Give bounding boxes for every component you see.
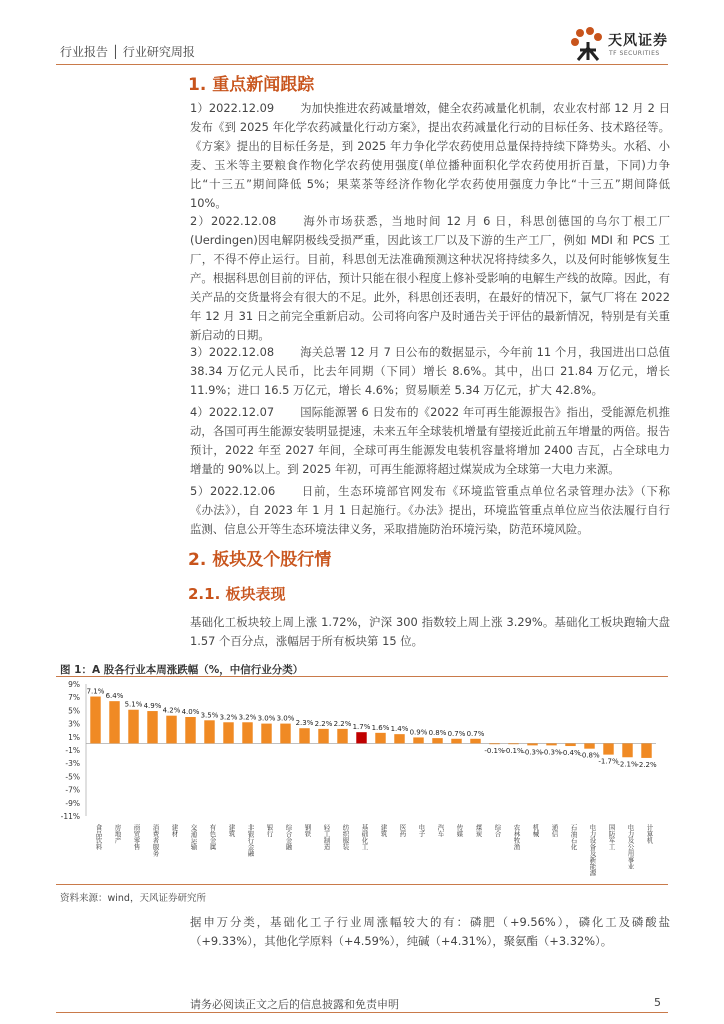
news-text: 海外市场获悉，当地时间 12 月 6 日，科思创德国的乌尔丁根工厂(Uerdingen)因电解阴极线受损严重，因此该工厂以及下游的生产工厂，例如 MDI 和 PCS 工厂，不得不停止运行。目前，科思创无法准确预测这种状况将持续多久，以及何时能够恢复生产。根据科思创目前的评估，预计只能在很小程度上修补受影响的电解生产线的故障。因此，有关产品的交货量将会有很大的不足。此外，科思创还表明，在最好的情况下，氯气厂将在 2022 年 12 月 31 日之前完全重新启动。公司将向客户及时通告关于评估的最新情况，特别是有关重新启动的日期。 — [190, 214, 670, 342]
category-label: 钢铁 — [303, 824, 312, 837]
bar — [128, 710, 138, 744]
category-label: 煤炭 — [474, 824, 483, 837]
bar — [261, 724, 271, 744]
bar-value-label: 1.4% — [390, 725, 409, 734]
y-tick-label: -11% — [60, 812, 80, 821]
bar-value-label: 0.7% — [466, 729, 485, 738]
bar-value-label: 7.1% — [86, 687, 105, 696]
category-label: 有色金属 — [208, 824, 217, 850]
bar-value-label: -2.2% — [636, 760, 657, 769]
category-label: 建材 — [170, 824, 179, 837]
bar-value-label: 3.2% — [219, 713, 238, 722]
bar-value-label: -2.1% — [617, 760, 638, 769]
news-item-2 — [190, 212, 670, 345]
bar — [109, 701, 119, 743]
category-label: 房地产 — [113, 824, 122, 844]
bar-value-label: 3.5% — [200, 711, 219, 720]
category-label: 通信 — [550, 824, 559, 837]
category-label: 机械 — [531, 824, 540, 837]
bar — [546, 743, 556, 745]
category-label: 农林牧渔 — [512, 824, 521, 850]
bar-value-label: 3.0% — [276, 714, 295, 723]
news-text: 为加快推进农药减量增效，健全农药减量化机制，农业农村部 12 月 2 日发布《到 2025 年化学农药减量化行动方案》，提出农药减量化行动的目标任务、技术路径等。《方案》提出的目标任务是，到 2025 年力争化学农药使用总量保持持续下降势头。水稻、小麦、玉米等主要粮食作物化学农药使用强度(单位播种面积化学农药使用折百量，下同)力争比“十三五”期间降低 5%；果菜茶等经济作物化学农药使用强度力争比“十三五”期间降低 10%。 — [190, 101, 670, 210]
bar-value-label: 1.6% — [371, 723, 390, 732]
news-text: 日前，生态环境部官网发布《环境监管重点单位名录管理办法》（下称《办法》），自 2023 年 1 月 1 日起施行。《办法》提出，环境监管重点单位应当依法履行自行监测、信息公开等生态环境法律义务，采取措施防治环境污染，防范环境风险。 — [190, 484, 670, 536]
bar — [242, 722, 252, 743]
bar-value-label: 3.2% — [238, 713, 257, 722]
bar-value-label: -0.1% — [503, 747, 524, 756]
section-title-market: 2. 板块及个股行情 — [188, 550, 332, 570]
bar-value-label: 0.9% — [409, 728, 428, 737]
bar — [470, 739, 480, 744]
bar-value-label: 4.0% — [181, 708, 200, 716]
category-label: 建筑 — [379, 824, 388, 837]
page-number: 5 — [654, 996, 661, 1009]
bar-value-label: 6.4% — [105, 692, 124, 701]
category-label: 建筑 — [227, 824, 236, 837]
subsection-title: 2.1. 板块表现 — [188, 585, 286, 603]
bar — [451, 739, 461, 744]
bar — [147, 711, 157, 743]
bar-value-label: 1.7% — [352, 723, 371, 732]
bar — [584, 743, 594, 748]
bar — [90, 697, 100, 744]
bar — [223, 722, 233, 743]
bar — [413, 737, 423, 743]
section-title-news: 1. 重点新闻跟踪 — [188, 75, 315, 95]
bar-value-label: -0.3% — [522, 748, 543, 757]
category-label: 基础化工 — [360, 824, 369, 850]
bar — [394, 734, 404, 743]
category-label: 纺织服装 — [341, 824, 350, 850]
bar-value-label: 0.8% — [428, 729, 447, 738]
category-label: 非银行金融 — [246, 824, 255, 857]
bar-value-label: -0.3% — [541, 748, 562, 757]
bar-value-label: 2.3% — [295, 719, 314, 728]
category-label: 电力设备及新能源 — [588, 824, 597, 876]
news-item-4 — [190, 403, 670, 479]
bar — [356, 732, 366, 743]
news-date: 3）2022.12.08 — [190, 345, 275, 359]
bar-value-label: 2.2% — [333, 719, 352, 728]
category-label: 医药 — [398, 824, 407, 837]
industry-return-chart — [56, 678, 668, 882]
category-label: 传媒 — [455, 824, 464, 837]
bar — [622, 743, 632, 757]
figure-source: 资料来源：wind，天风证券研究所 — [60, 893, 206, 904]
news-item-3 — [190, 343, 670, 400]
y-tick-label: 7% — [68, 693, 80, 703]
category-label: 商贸零售 — [132, 824, 141, 850]
category-label: 汽车 — [436, 824, 445, 837]
bar-value-label: 2.2% — [314, 719, 333, 728]
bar — [527, 743, 537, 745]
category-label: 食品饮料 — [94, 824, 103, 850]
bar — [603, 743, 613, 754]
news-text: 海关总署 12 月 7 日公布的数据显示，今年前 11 个月，我国进出口总值 38.34 万亿元人民币，比去年同期（下同）增长 8.6%。其中，出口 21.84 万亿元，增长 11.9%；进口 16.5 万亿元，增长 4.6%；贸易顺差 5.34 万亿元，扩大 42.8%。 — [190, 345, 670, 397]
y-tick-label: -5% — [65, 772, 80, 782]
bar — [299, 728, 309, 743]
news-date: 2）2022.12.08 — [190, 214, 277, 228]
category-label: 消费者服务 — [151, 824, 160, 857]
bar — [508, 743, 518, 744]
news-date: 5）2022.12.06 — [190, 484, 276, 498]
closing-paragraph: 据申万分类，基础化工子行业周涨幅较大的有：磷肥（+9.56%），磷化工及磷酸盐（+9.33%），其他化学原料（+4.59%），纯碱（+4.31%），聚氨酯（+3.32%）。 — [190, 915, 670, 948]
category-label: 计算机 — [645, 824, 654, 844]
bar — [185, 717, 195, 743]
bar — [166, 716, 176, 744]
news-text: 国际能源署 6 日发布的《2022 年可再生能源报告》指出，受能源危机推动，各国可再生能源安装明显提速，未来五年全球装机增量有望接近此前五年增量的两倍。报告预计，2022 年至 2027 年间，全球可再生能源发电装机容量将增加 2400 吉瓦，占全球电力增量的 90%以上。到 2025 年初，可再生能源将超过煤炭成为全球第一大电力来源。 — [190, 405, 670, 476]
y-tick-label: 5% — [68, 706, 80, 716]
bar-value-label: -0.8% — [579, 751, 600, 760]
y-tick-label: 9% — [68, 680, 80, 689]
logo-icon — [568, 26, 608, 64]
figure-bottom-divider — [56, 884, 668, 885]
bar-value-label: 0.7% — [447, 729, 466, 738]
y-tick-label: -3% — [65, 759, 80, 769]
header-divider — [56, 64, 668, 65]
category-label: 综合金融 — [284, 824, 293, 850]
y-tick-label: -1% — [65, 746, 80, 755]
news-item-5 — [190, 482, 670, 539]
category-label: 交通运输 — [189, 824, 198, 850]
news-date: 4）2022.12.07 — [190, 405, 275, 419]
bar — [280, 724, 290, 744]
news-date: 1）2022.12.09 — [190, 101, 275, 115]
sector-intro: 基础化工板块较上周上涨 1.72%，沪深 300 指数较上周上涨 3.29%。基础化工板块跑输大盘 1.57 个百分点，涨幅居于所有板块第 15 位。 — [190, 615, 670, 648]
category-label: 石油石化 — [569, 824, 578, 850]
news-item-1 — [190, 99, 670, 213]
bar-value-label: 4.9% — [143, 702, 162, 711]
y-tick-label: -7% — [65, 785, 80, 795]
category-label: 综合 — [493, 824, 502, 837]
bar — [641, 743, 651, 758]
bar — [337, 729, 347, 744]
figure-title: 图 1：A 股各行业本周涨跌幅（%，中信行业分类） — [60, 664, 304, 676]
brand-name-en: TF SECURITIES — [609, 50, 660, 57]
bar-value-label: -1.7% — [598, 757, 619, 766]
figure-divider — [56, 676, 668, 677]
category-label: 国防军工 — [607, 824, 616, 850]
footer-disclaimer: 请务必阅读正文之后的信息披露和免责申明 — [190, 998, 399, 1011]
category-label: 电子 — [417, 824, 426, 837]
bar — [489, 743, 499, 744]
bar — [204, 720, 214, 743]
y-tick-label: 3% — [68, 719, 80, 729]
bar-value-label: 5.1% — [124, 700, 143, 709]
y-tick-label: 1% — [68, 732, 80, 742]
brand-name: 天风证券 — [608, 33, 668, 49]
bar-value-label: -0.1% — [484, 747, 505, 756]
y-tick-label: -9% — [65, 798, 80, 808]
bar-value-label: -0.4% — [560, 749, 581, 758]
category-label: 银行 — [265, 824, 274, 837]
bar — [432, 738, 442, 743]
category-label: 轻工制造 — [322, 824, 331, 850]
category-label: 电力及公用事业 — [626, 824, 635, 870]
report-type: 行业报告 │ 行业研究周报 — [60, 45, 195, 59]
bar — [565, 743, 575, 746]
bar — [318, 729, 328, 744]
bar-value-label: 4.2% — [162, 706, 181, 715]
footer-divider — [56, 1012, 668, 1013]
bar-value-label: 3.0% — [257, 714, 276, 723]
bar — [375, 733, 385, 744]
